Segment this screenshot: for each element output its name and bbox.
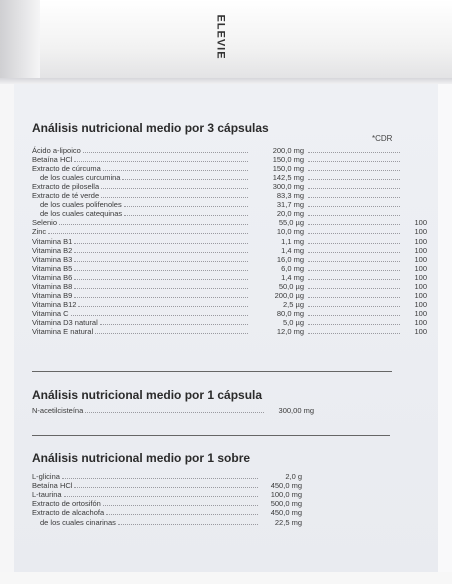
cdr-leader-dots bbox=[308, 306, 400, 307]
nutrient-name: Vitamina D3 natural bbox=[32, 317, 98, 327]
nutrient-name: Vitamina B6 bbox=[32, 272, 73, 282]
nutrient-name: Vitamina B2 bbox=[32, 245, 73, 255]
nutrient-value: 300,00 mg bbox=[278, 406, 314, 415]
leader-dots bbox=[85, 412, 264, 413]
cdr-leader-dots bbox=[308, 324, 400, 325]
table-row bbox=[32, 146, 427, 155]
leader-dots bbox=[48, 233, 248, 234]
nutrient-name: de los cuales catequinas bbox=[40, 209, 123, 219]
table-row bbox=[32, 164, 427, 173]
cdr-leader-dots bbox=[308, 188, 400, 189]
cdr-leader-dots bbox=[308, 197, 400, 198]
flap-shadow bbox=[0, 0, 40, 80]
separator-1 bbox=[32, 371, 392, 372]
cdr-leader-dots bbox=[308, 224, 400, 225]
nutrient-value: 200,0 mg bbox=[272, 146, 304, 155]
nutrient-value: 142,5 mg bbox=[272, 173, 304, 183]
nutrient-value: 1,4 mg bbox=[281, 245, 304, 255]
cdr-value: 100 bbox=[414, 227, 427, 237]
nutrient-name: de los cuales polifenoles bbox=[40, 200, 122, 210]
nutrient-value: 83,3 mg bbox=[276, 191, 304, 201]
table-row bbox=[32, 472, 302, 481]
table-row bbox=[32, 209, 427, 218]
nutrient-value: 10,0 mg bbox=[276, 227, 304, 237]
cdr-value: 100 bbox=[414, 272, 427, 282]
table-row bbox=[32, 490, 302, 499]
cdr-leader-dots bbox=[308, 252, 400, 253]
cdr-leader-dots bbox=[308, 315, 400, 316]
nutrient-value: 31,7 mg bbox=[276, 200, 304, 210]
leader-dots bbox=[74, 297, 248, 298]
table-row bbox=[32, 218, 427, 227]
nutrient-value: 150,0 mg bbox=[272, 155, 304, 165]
nutrient-name: de los cuales curcumina bbox=[40, 173, 121, 183]
leader-dots bbox=[74, 161, 248, 162]
nutrient-name: L-taurina bbox=[32, 490, 62, 500]
nutrient-name: Zinc bbox=[32, 227, 47, 237]
leader-dots bbox=[106, 514, 258, 515]
nutrient-value: 5,0 µg bbox=[282, 317, 304, 327]
table-row bbox=[32, 300, 427, 309]
table-row bbox=[32, 227, 427, 236]
cdr-value: 100 bbox=[414, 308, 427, 318]
nutrient-value: 2,0 g bbox=[285, 472, 302, 481]
table-row bbox=[32, 518, 302, 527]
cdr-leader-dots bbox=[308, 152, 400, 153]
cdr-value: 100 bbox=[414, 299, 427, 309]
table-row bbox=[32, 327, 427, 336]
nutrient-value: 300,0 mg bbox=[272, 182, 304, 192]
cdr-value: 100 bbox=[414, 317, 427, 327]
nutrient-value: 80,0 mg bbox=[276, 308, 304, 318]
table-row bbox=[32, 255, 427, 264]
nutrient-value: 100,0 mg bbox=[270, 490, 302, 500]
box-right-edge bbox=[438, 84, 452, 572]
nutrient-value: 1,1 mg bbox=[281, 236, 304, 246]
nutrient-value: 50,0 µg bbox=[278, 281, 304, 291]
leader-dots bbox=[78, 306, 248, 307]
cdr-leader-dots bbox=[308, 179, 400, 180]
cdr-value: 100 bbox=[414, 236, 427, 246]
nutrient-name: Vitamina B9 bbox=[32, 290, 73, 300]
nutrient-value: 450,0 mg bbox=[270, 508, 302, 518]
cdr-leader-dots bbox=[308, 261, 400, 262]
leader-dots bbox=[122, 179, 248, 180]
nutrient-name: Vitamina B12 bbox=[32, 299, 77, 309]
cdr-value: 100 bbox=[414, 245, 427, 255]
leader-dots bbox=[74, 288, 248, 289]
table-row bbox=[32, 237, 427, 246]
leader-dots bbox=[83, 152, 248, 153]
leader-dots bbox=[74, 270, 248, 271]
cdr-value: 100 bbox=[414, 327, 427, 336]
separator-2 bbox=[32, 435, 390, 436]
leader-dots bbox=[103, 170, 248, 171]
table-row bbox=[32, 155, 427, 164]
leader-dots bbox=[103, 505, 258, 506]
nutrient-name: Vitamina C bbox=[32, 308, 69, 318]
cdr-leader-dots bbox=[308, 279, 400, 280]
table-row bbox=[32, 200, 427, 209]
table-row bbox=[32, 264, 427, 273]
brand-logo bbox=[186, 6, 256, 68]
box-bottom-edge bbox=[0, 572, 452, 584]
leader-dots bbox=[101, 188, 248, 189]
table-row bbox=[32, 282, 427, 291]
cdr-value: 100 bbox=[414, 290, 427, 300]
nutrient-name: Betaína HCl bbox=[32, 155, 73, 165]
cdr-leader-dots bbox=[308, 170, 400, 171]
leader-dots bbox=[95, 333, 248, 334]
cdr-leader-dots bbox=[308, 297, 400, 298]
section-title-1-sachet: Análisis nutricional medio por 1 sobre bbox=[32, 451, 251, 465]
cdr-value: 100 bbox=[414, 263, 427, 273]
leader-dots bbox=[74, 243, 248, 244]
table-row bbox=[32, 173, 427, 182]
cdr-leader-dots bbox=[308, 333, 400, 334]
nutrient-value: 200,0 µg bbox=[274, 290, 304, 300]
nutrient-name: Vitamina B8 bbox=[32, 281, 73, 291]
nutrient-value: 450,0 mg bbox=[270, 481, 302, 491]
nutrient-name: Extracto de ortosifón bbox=[32, 499, 101, 509]
cdr-value: 100 bbox=[414, 218, 427, 228]
leader-dots bbox=[74, 252, 248, 253]
table-row bbox=[32, 246, 427, 255]
box-left-edge bbox=[0, 84, 14, 572]
nutrient-name: de los cuales cinarinas bbox=[40, 517, 116, 527]
cdr-leader-dots bbox=[308, 233, 400, 234]
leader-dots bbox=[64, 496, 258, 497]
brand-text: ELEVIE bbox=[215, 14, 227, 60]
nutrient-name: Extracto de cúrcuma bbox=[32, 164, 101, 174]
cdr-leader-dots bbox=[308, 215, 400, 216]
nutrient-name: Extracto de té verde bbox=[32, 191, 100, 201]
nutrient-value: 20,0 mg bbox=[276, 209, 304, 219]
leader-dots bbox=[124, 206, 248, 207]
nutrient-value: 12,0 mg bbox=[276, 327, 304, 336]
nutrient-name: Ácido a-lipoico bbox=[32, 146, 81, 155]
cdr-header: *CDR bbox=[372, 134, 393, 143]
nutrient-name: L-glicina bbox=[32, 472, 60, 481]
cdr-leader-dots bbox=[308, 288, 400, 289]
nutrient-name: Vitamina B1 bbox=[32, 236, 73, 246]
table-row bbox=[32, 406, 314, 415]
table-row bbox=[32, 182, 427, 191]
table-row bbox=[32, 191, 427, 200]
leader-dots bbox=[74, 261, 248, 262]
leader-dots bbox=[101, 197, 248, 198]
section-title-1-capsule: Análisis nutricional medio por 1 cápsula bbox=[32, 388, 263, 402]
table-row bbox=[32, 508, 302, 517]
cdr-leader-dots bbox=[308, 243, 400, 244]
leader-dots bbox=[124, 215, 248, 216]
leader-dots bbox=[71, 315, 248, 316]
table-row bbox=[32, 481, 302, 490]
nutrient-value: 16,0 mg bbox=[276, 254, 304, 264]
leader-dots bbox=[100, 324, 248, 325]
cdr-leader-dots bbox=[308, 161, 400, 162]
nutrient-name: Vitamina B5 bbox=[32, 263, 73, 273]
nutrient-name: Extracto de alcachofa bbox=[32, 508, 105, 518]
nutrient-value: 6,0 mg bbox=[281, 263, 304, 273]
nutrient-value: 150,0 mg bbox=[272, 164, 304, 174]
leader-dots bbox=[118, 524, 258, 525]
leader-dots bbox=[74, 279, 248, 280]
table-row bbox=[32, 499, 302, 508]
leader-dots bbox=[74, 487, 258, 488]
cdr-value: 100 bbox=[414, 254, 427, 264]
nutrient-name: Extracto de pilosella bbox=[32, 182, 100, 192]
nutrient-name: Vitamina B3 bbox=[32, 254, 73, 264]
cdr-leader-dots bbox=[308, 270, 400, 271]
table-row bbox=[32, 309, 427, 318]
nutrient-name: N-acetilcisteína bbox=[32, 406, 84, 415]
cdr-leader-dots bbox=[308, 206, 400, 207]
nutrient-value: 22,5 mg bbox=[274, 517, 302, 527]
leader-dots bbox=[62, 478, 258, 479]
nutrient-name: Selenio bbox=[32, 218, 58, 228]
nutrient-name: Vitamina E natural bbox=[32, 327, 94, 336]
table-row bbox=[32, 318, 427, 327]
leader-dots bbox=[59, 224, 248, 225]
nutrient-value: 2,5 µg bbox=[282, 299, 304, 309]
nutrient-name: Betaína HCl bbox=[32, 481, 73, 491]
nutrient-value: 55,0 µg bbox=[278, 218, 304, 228]
section-title-3-capsules: Análisis nutricional medio por 3 cápsulas bbox=[32, 121, 269, 135]
cdr-value: 100 bbox=[414, 281, 427, 291]
table-row bbox=[32, 273, 427, 282]
table-row bbox=[32, 291, 427, 300]
nutrient-value: 500,0 mg bbox=[270, 499, 302, 509]
nutrient-value: 1,4 mg bbox=[281, 272, 304, 282]
